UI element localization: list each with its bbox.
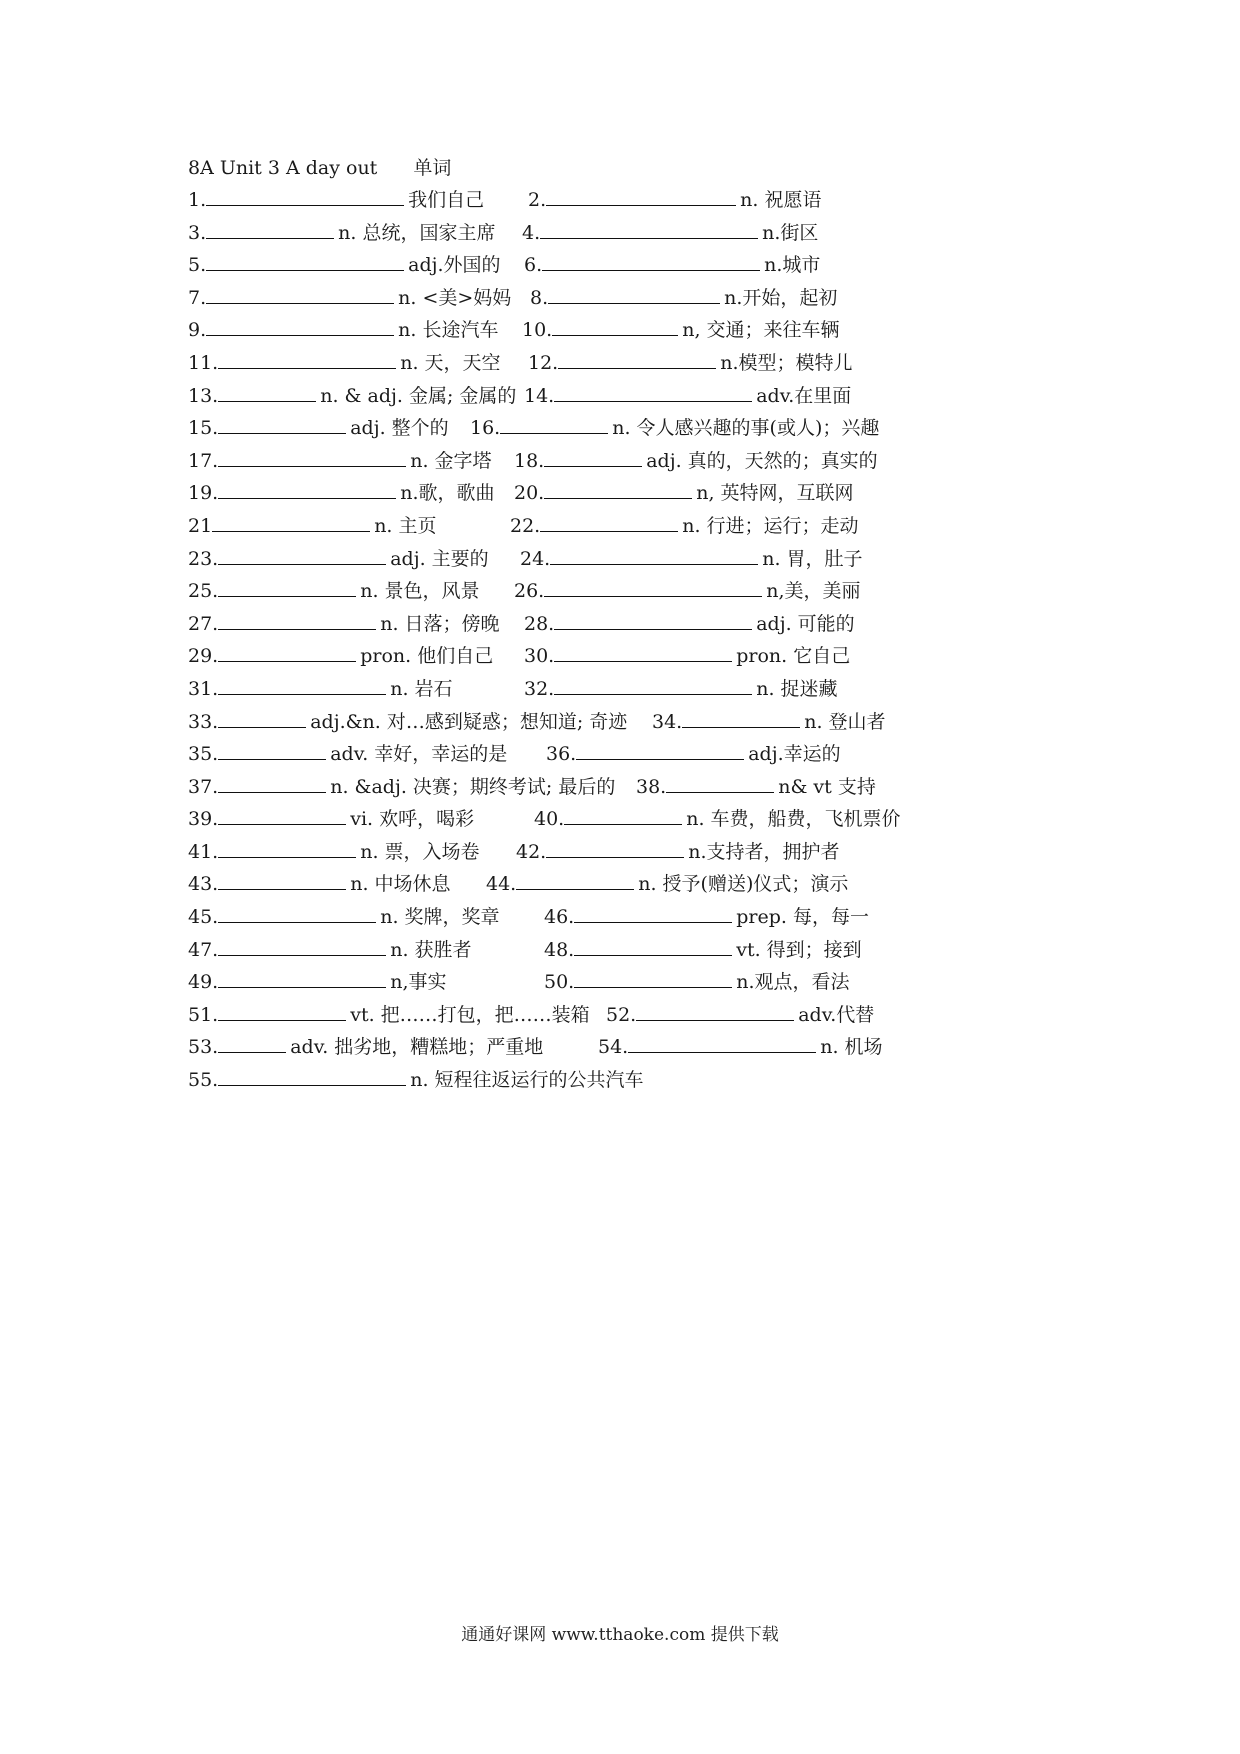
item-number: 9. [188,319,207,342]
item-number: 36. [546,743,577,766]
answer-blank[interactable] [554,381,752,402]
vocab-item [188,1064,644,1097]
item-definition: vi. 欢呼，喝彩 [350,808,475,831]
item-definition: n.开始，起初 [724,286,838,309]
answer-blank[interactable] [218,544,386,565]
item-definition: n. 主页 [374,514,437,537]
item-number: 22. [510,514,541,537]
vocab-item [546,738,841,771]
vocab-item [486,868,848,901]
item-number: 26. [514,580,545,603]
answer-blank[interactable] [564,804,682,825]
vocab-row [188,510,988,543]
vocab-item [188,543,489,576]
vocab-row [188,347,988,380]
item-number: 48. [544,938,575,961]
answer-blank[interactable] [218,707,306,728]
item-number: 20. [514,482,545,505]
item-definition: n. 机场 [820,1036,883,1059]
vocab-item [470,412,879,445]
item-definition: adj.外国的 [408,254,501,277]
answer-blank[interactable] [218,869,346,890]
item-definition: n. 奖牌，奖章 [380,906,500,929]
item-definition: adj. 主要的 [390,547,489,570]
vocab-item [530,282,837,315]
vocab-item [188,836,480,869]
answer-blank[interactable] [206,315,394,336]
title-subtitle: 单词 [413,157,452,179]
vocab-item [544,966,850,999]
item-definition: adv.代替 [798,1003,875,1026]
item-definition: adv. 拙劣地，糟糕地；严重地 [290,1036,544,1059]
vocab-item [524,249,820,282]
answer-blank[interactable] [552,315,678,336]
vocab-row [188,217,988,250]
item-number: 17. [188,449,219,472]
vocab-item [188,771,615,804]
item-definition: n, 交通；来往车辆 [682,319,840,342]
answer-blank[interactable] [554,641,732,662]
item-number: 29. [188,645,219,668]
item-number: 19. [188,482,219,505]
item-definition: n.支持者，拥护者 [688,840,840,863]
answer-blank[interactable] [576,739,744,760]
item-number: 33. [188,710,219,733]
vocab-row [188,249,988,282]
item-definition: n. <美>妈妈 [398,286,512,309]
item-number: 32. [524,677,555,700]
item-definition: vt. 得到；接到 [736,938,862,961]
vocab-row [188,445,988,478]
item-definition: adv. 幸好，幸运的是 [330,743,508,766]
vocab-item [188,445,492,478]
item-number: 18. [514,449,545,472]
answer-blank[interactable] [218,413,346,434]
answer-blank[interactable] [218,1032,286,1053]
item-number: 13. [188,384,219,407]
item-number: 5. [188,254,207,277]
item-number: 45. [188,906,219,929]
item-number: 50. [544,971,575,994]
answer-blank[interactable] [218,935,386,956]
vocab-item [516,836,840,869]
vocab-item [524,640,850,673]
item-definition: n.观点，看法 [736,971,850,994]
item-number: 34. [652,710,683,733]
answer-blank[interactable] [628,1032,816,1053]
item-number: 12. [528,351,559,374]
vocab-item [522,217,818,250]
vocab-item [188,412,449,445]
item-number: 10. [522,319,553,342]
vocab-item [188,640,493,673]
item-definition: n. &adj. 决赛；期终考试; 最后的 [330,775,616,798]
answer-blank[interactable] [218,478,396,499]
item-number: 47. [188,938,219,961]
item-definition: n. 行进；运行；走动 [682,514,859,537]
vocab-row [188,543,988,576]
item-number: 4. [522,221,541,244]
vocab-row [188,575,988,608]
item-definition: n. 授予(赠送)仪式；演示 [638,873,849,896]
vocab-item [544,934,862,967]
answer-blank[interactable] [542,250,760,271]
item-number: 21 [188,514,213,537]
vocab-item [544,901,869,934]
item-number: 14. [524,384,555,407]
answer-blank[interactable] [218,902,376,923]
item-definition: n.城市 [764,254,821,277]
vocab-item [188,249,501,282]
vocab-item [188,673,453,706]
vocab-row [188,184,988,217]
item-number: 46. [544,906,575,929]
answer-blank[interactable] [636,1000,794,1021]
item-number: 44. [486,873,517,896]
item-definition: adj.幸运的 [748,743,841,766]
answer-blank[interactable] [558,348,716,369]
answer-blank[interactable] [212,511,370,532]
answer-blank[interactable] [666,772,774,793]
vocab-item [188,706,627,739]
vocab-item [188,738,507,771]
item-number: 42. [516,840,547,863]
item-number: 23. [188,547,219,570]
answer-blank[interactable] [218,609,376,630]
vocab-row [188,771,988,804]
item-definition: n. 票，入场卷 [360,840,480,863]
vocab-row [188,282,988,315]
item-number: 35. [188,743,219,766]
vocab-item [652,706,886,739]
vocab-item [188,803,474,836]
answer-blank[interactable] [554,609,752,630]
item-definition: n,事实 [390,971,447,994]
item-number: 30. [524,645,555,668]
item-number: 27. [188,612,219,635]
item-definition: n. 中场休息 [350,873,451,896]
vocab-item [188,477,495,510]
answer-blank[interactable] [218,967,386,988]
vocab-item [188,1031,543,1064]
answer-blank[interactable] [574,967,732,988]
item-definition: adj. 整个的 [350,417,449,440]
answer-blank[interactable] [218,674,386,695]
vocab-row [188,1064,988,1097]
vocab-item [188,575,480,608]
answer-blank[interactable] [574,935,732,956]
vocab-item [188,868,451,901]
item-number: 3. [188,221,207,244]
item-number: 8. [530,286,549,309]
title-text: 8A Unit 3 A day out [188,157,378,179]
item-number: 49. [188,971,219,994]
item-number: 6. [524,254,543,277]
answer-blank[interactable] [546,837,684,858]
item-definition: adj. 真的，天然的；真实的 [646,449,878,472]
item-number: 55. [188,1069,219,1092]
vocab-item [188,934,472,967]
item-definition: vt. 把……打包，把……装箱 [350,1003,590,1026]
item-definition: n. 祝愿语 [740,189,822,211]
vocab-item [524,380,851,413]
item-number: 40. [534,808,565,831]
vocab-item [188,901,500,934]
vocab-row [188,640,988,673]
vocab-item [188,966,447,999]
item-definition: n. 令人感兴趣的事(或人)；兴趣 [612,417,880,440]
vocab-item [534,803,901,836]
item-definition: n. 短程往返运行的公共汽车 [410,1069,644,1092]
answer-blank[interactable] [500,413,608,434]
vocab-row [188,706,988,739]
item-definition: n. 金字塔 [410,449,492,472]
item-definition: pron. 他们自己 [360,645,494,668]
item-definition: adj.&n. 对…感到疑惑；想知道; 奇迹 [310,710,628,733]
vocab-item [510,510,859,543]
vocab-item [188,380,516,413]
answer-blank[interactable] [682,707,800,728]
answer-blank[interactable] [540,511,678,532]
vocab-row [188,314,988,347]
vocab-row [188,608,988,641]
answer-blank[interactable] [516,869,634,890]
vocab-item [188,999,590,1032]
vocabulary-list [188,184,988,1097]
item-definition: n.模型；模特儿 [720,351,853,374]
vocab-row [188,934,988,967]
vocab-item [524,673,838,706]
item-definition: adv.在里面 [756,384,852,407]
item-number: 28. [524,612,555,635]
item-number: 24. [520,547,551,570]
vocab-item [636,771,876,804]
vocab-row [188,1031,988,1064]
vocab-item [188,217,495,250]
item-definition: adj. 可能的 [756,612,855,635]
item-number: 54. [598,1036,629,1059]
item-number: 11. [188,351,219,374]
answer-blank[interactable] [206,250,404,271]
item-number: 7. [188,286,207,309]
item-definition: n. 长途汽车 [398,319,499,342]
answer-blank[interactable] [550,544,758,565]
item-number: 2. [528,189,547,211]
item-definition: n. 胃，肚子 [762,547,863,570]
vocab-item [520,543,863,576]
item-number: 39. [188,808,219,831]
answer-blank[interactable] [218,348,396,369]
answer-blank[interactable] [218,739,326,760]
vocab-row [188,901,988,934]
vocab-row [188,738,988,771]
item-number: 51. [188,1003,219,1026]
answer-blank[interactable] [544,576,762,597]
item-definition: n. & adj. 金属; 金属的 [320,384,517,407]
item-number: 37. [188,775,219,798]
vocab-row [188,836,988,869]
item-definition: 我们自己 [408,189,485,211]
answer-blank[interactable] [218,641,356,662]
answer-blank[interactable] [554,674,752,695]
item-definition: n. 岩石 [390,677,453,700]
answer-blank[interactable] [544,478,692,499]
worksheet [188,152,988,1097]
vocab-item [606,999,874,1032]
vocab-item [188,314,498,347]
answer-blank[interactable] [218,1000,346,1021]
answer-blank[interactable] [540,218,758,239]
item-number: 53. [188,1036,219,1059]
item-number: 1. [188,189,207,211]
vocab-item [514,477,854,510]
item-number: 31. [188,677,219,700]
vocab-item [188,184,484,217]
answer-blank[interactable] [218,772,326,793]
vocab-item [514,575,861,608]
item-number: 43. [188,873,219,896]
item-definition: n. 获胜者 [390,938,472,961]
item-number: 15. [188,417,219,440]
vocab-item [528,347,853,380]
footer-credit: 通通好课网 www.tthaoke.com 提供下载 [461,1625,779,1645]
item-definition: n& vt 支持 [778,775,876,798]
item-number: 52. [606,1003,637,1026]
answer-blank[interactable] [218,804,346,825]
item-definition: n, 英特网，互联网 [696,482,854,505]
answer-blank[interactable] [546,185,736,206]
item-number: 41. [188,840,219,863]
answer-blank[interactable] [218,837,356,858]
item-number: 25. [188,580,219,603]
item-definition: n. 登山者 [804,710,886,733]
vocab-item [524,608,855,641]
vocab-item [188,282,511,315]
item-definition: n,美，美丽 [766,580,861,603]
vocab-row [188,477,988,510]
vocab-row [188,803,988,836]
vocab-row [188,868,988,901]
vocab-item [188,510,437,543]
vocab-item [514,445,878,478]
answer-blank[interactable] [206,283,394,304]
vocab-item [522,314,840,347]
answer-blank[interactable] [218,1065,406,1086]
answer-blank[interactable] [206,185,404,206]
answer-blank[interactable] [206,218,334,239]
answer-blank[interactable] [218,446,406,467]
vocab-row [188,412,988,445]
vocab-item [598,1031,883,1064]
item-definition: n. 车费，船费，飞机票价 [686,808,901,831]
item-definition: n.歌，歌曲 [400,482,495,505]
item-definition: n. 日落；傍晚 [380,612,500,635]
vocab-row [188,966,988,999]
answer-blank[interactable] [548,283,720,304]
item-definition: n. 捉迷藏 [756,677,838,700]
vocab-item [528,184,821,217]
vocab-row [188,380,988,413]
answer-blank[interactable] [544,446,642,467]
item-definition: n. 总统，国家主席 [338,221,496,244]
answer-blank[interactable] [218,381,316,402]
item-definition: pron. 它自己 [736,645,851,668]
vocab-row [188,999,988,1032]
item-definition: n. 天，天空 [400,351,501,374]
vocab-row [188,673,988,706]
item-definition: prep. 每，每一 [736,906,869,929]
answer-blank[interactable] [574,902,732,923]
vocab-item [188,608,500,641]
item-definition: n.街区 [762,221,819,244]
item-number: 16. [470,417,501,440]
answer-blank[interactable] [218,576,356,597]
vocab-item [188,347,501,380]
item-definition: n. 景色，风景 [360,580,480,603]
worksheet-title [188,152,988,184]
item-number: 38. [636,775,667,798]
